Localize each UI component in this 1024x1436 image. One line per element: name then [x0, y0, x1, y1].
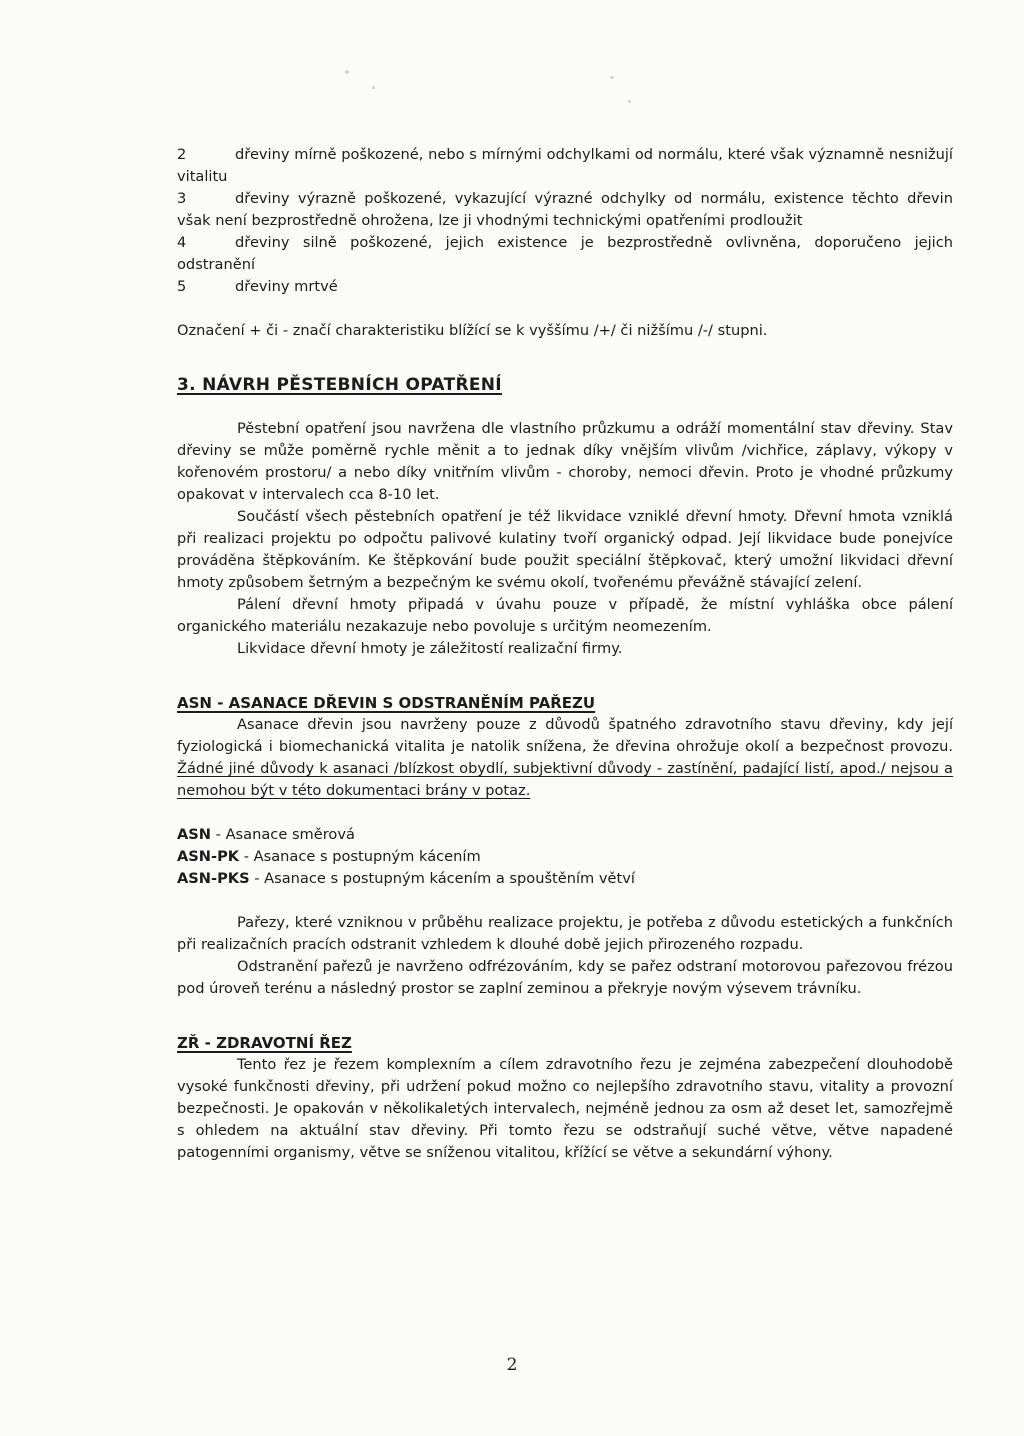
scan-speck — [628, 100, 631, 103]
section-heading-pestebni: 3. NÁVRH PĚSTEBNÍCH OPATŘENÍ — [177, 375, 502, 395]
grade-number: 5 — [177, 278, 187, 295]
scan-speck — [372, 86, 375, 89]
section-heading-asn: ASN - ASANACE DŘEVIN S ODSTRANĚNÍM PAŘEZU — [177, 694, 596, 712]
asn-intro-paragraph — [177, 714, 953, 802]
grade-row — [177, 232, 953, 276]
grade-text: dřeviny mírně poškozené, nebo s mírnými odchylkami od normálu, které však významně nesnižují vitalitu — [177, 146, 953, 185]
asn-type-item — [177, 824, 953, 846]
grade-text: dřeviny silně poškozené, jejich existence je bezprostředně ovlivněna, doporučeno jejich odstranění — [177, 234, 953, 273]
asn-type-item — [177, 846, 953, 868]
asn-type-desc: - Asanace směrová — [211, 826, 355, 843]
paragraph: Pěstební opatření jsou navržena dle vlastního průzkumu a odráží momentální stav dřeviny. Stav dřeviny se může poměrně rychle měnit a to jednak díky vnějším vlivům /vichřice, záplavy, výkopy v kořenovém prostoru/ a nebo díky vnitřním vlivům - choroby, nemoci dřevin. Proto je vhodné průzkumy opakovat v intervalech cca 8-10 let. — [177, 420, 953, 503]
page-number: 2 — [506, 1355, 518, 1375]
scan-speck — [610, 76, 614, 79]
grade-number: 2 — [177, 146, 187, 163]
paragraph: Součástí všech pěstebních opatření je též likvidace vzniklé dřevní hmoty. Dřevní hmota vzniklá při realizaci projektu po odpočtu palivové kulatiny tvoří organický odpad. Její likvidace bude ponejvíce prováděna štěpkováním. Ke štěpkování bude použit speciální štěpkovač, který umožní likvidaci dřevní hmoty způsobem šetrným a bezpečným ke svému okolí, tvořenému převážně stávající zelení. — [177, 508, 953, 591]
grade-row — [177, 188, 953, 232]
asn-intro-text: Asanace dřevin jsou navrženy pouze z důvodů špatného zdravotního stavu dřeviny, kdy její fyziologická i biomechanická vitalita je natolik snížena, že dřevina ohrožuje okolí a bezpečnost provozu. — [177, 716, 953, 755]
section-heading-zr: ZŘ - ZDRAVOTNÍ ŘEZ — [177, 1034, 352, 1052]
paragraph: Likvidace dřevní hmoty je záležitostí realizační firmy. — [237, 640, 623, 657]
asn-type-code: ASN-PK — [177, 848, 240, 865]
paragraph: Odstranění pařezů je navrženo odfrézováním, kdy se pařez odstraní motorovou pařezovou frézou pod úroveň terénu a následný prostor se zaplní zeminou a překryje novým výsevem trávníku. — [177, 958, 953, 997]
grade-text: dřeviny mrtvé — [235, 278, 338, 295]
asn-intro-underlined: Žádné jiné důvody k asanaci /blízkost obydlí, subjektivní důvody - zastínění, padající listí, apod./ nejsou a nemohou být v této dokumentaci brány v potaz. — [177, 760, 953, 799]
grade-row — [177, 276, 953, 298]
asn-type-code: ASN-PKS — [177, 870, 250, 887]
scan-speck — [345, 70, 349, 74]
paragraph: Pálení dřevní hmoty připadá v úvahu pouze v případě, že místní vyhláška obce pálení organického materiálu nezakazuje nebo povoluje s určitým neomezením. — [177, 596, 953, 635]
page-content — [177, 144, 953, 1164]
asn-type-desc: - Asanace s postupným kácením a spouštěním větví — [249, 870, 635, 887]
paragraph: Tento řez je řezem komplexním a cílem zdravotního řezu je zejména zabezpečení dlouhodobě vysoké funkčnosti dřeviny, při udržení pokud možno co nejlepšího zdravotního stavu, vitality a provozní bezpečnosti. Je opakován v několikaletých intervalech, nejméně jednou za osm až deset let, samozřejmě s ohledem na aktuální stav dřeviny. Při tomto řezu se odstraňují suché větve, větve napadené patogenními organismy, větve se sníženou vitalitou, křížící se větve a sekundární výhony. — [177, 1056, 953, 1161]
asn-type-item — [177, 868, 953, 890]
grade-number: 3 — [177, 190, 187, 207]
marking-note: Označení + či - značí charakteristiku blížící se k vyššímu /+/ či nižšímu /-/ stupni. — [177, 322, 768, 339]
paragraph: Pařezy, které vzniknou v průběhu realizace projektu, je potřeba z důvodu estetických a funkčních při realizačních pracích odstranit vzhledem k dlouhé době jejich přirozeného rozpadu. — [177, 914, 953, 953]
grade-text: dřeviny výrazně poškozené, vykazující výrazné odchylky od normálu, existence těchto dřevin však není bezprostředně ohrožena, lze ji vhodnými technickými opatřeními prodloužit — [177, 190, 953, 229]
grade-number: 4 — [177, 234, 187, 251]
grade-row — [177, 144, 953, 188]
asn-type-code: ASN — [177, 826, 212, 843]
asn-type-desc: - Asanace s postupným kácením — [239, 848, 481, 865]
